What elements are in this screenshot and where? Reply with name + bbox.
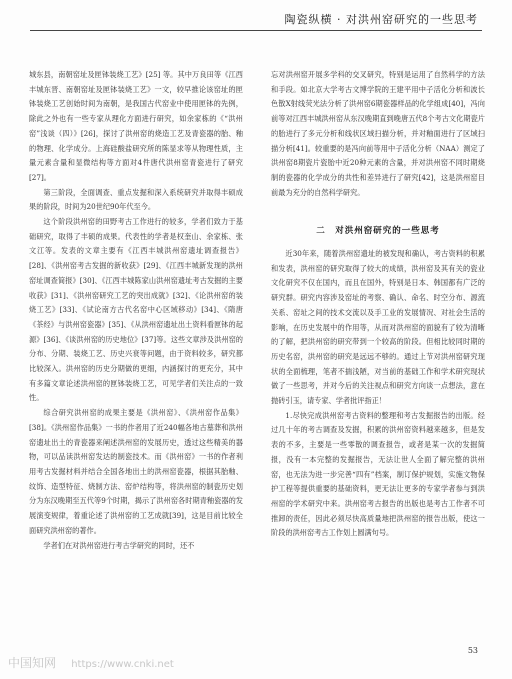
left-paragraph: 学者们在对洪州窑进行考古学研究的同时，还不 xyxy=(43,540,195,550)
left-paragraph: 综合研究洪州窑的成果主要是《洪州窑》、《洪州窑作品集》[38]。《洪州窑作品集》一书的作者用了近240幅各地古墓葬和洪州窑遗址出土的青瓷器来阐述洪州窑的发展历史，透过这些精美的器物，可以品读洪州窑发达的制瓷技术。而《洪州窑》一书的作者利用考古发掘材料并结合全国各地出土的洪州窑瓷器，根据其胎釉、纹饰、造型特征、烧制方法、窑炉结构等，将洪州窑的制瓷历史划分为东汉晚期至五代等9个时期，揭示了洪州窑各时期青釉瓷器的发展演变规律，着重论述了洪州窑的工艺成就[39]，这是目前比较全面研究洪州窑的著作。 xyxy=(29,408,243,535)
left-column xyxy=(29,68,243,553)
right-paragraph: 忘对洪州窑开展多学科的交叉研究，特别是运用了自然科学的方法和手段。如北京大学考古文博学院的王建平用中子活化分析和波长色散X射线荧光法分析了洪州窑6期瓷器样品的化学组成[40]，冯向前等对江西丰城洪州窑从东汉晚期直到晚唐五代8个考古文化期瓷片的胎进行了多元分析和线状区域扫描分析，并对釉面进行了区域扫描分析[41]。较重要的是冯向前等用中子活化分析（NAA）测定了洪州窑8期瓷片瓷胎中近20种元素的含量，并对洪州窑不同时期烧制的瓷器的化学成分的共性和差异进行了研究[42]，这是洪州窑目前最为充分的自然科学研究。 xyxy=(271,70,485,197)
watermark-site-name: 中国知网 xyxy=(8,656,57,670)
header-title: 陶瓷纵横 · 对洪州窑研究的一些思考 xyxy=(284,13,478,26)
left-paragraph: 城东县，南朝窑址及匣钵装烧工艺》[25] 等。其中万良田等《江西丰城东晋、南朝窑址及匣钵装烧工艺》一文，较早推论该窑址的匣钵装烧工艺创始时间为南朝，是我国古代窑业中使用匣钵的先例，除此之外也有一些专家从理化方面进行研究，如余家栋的《“洪州窑”浅谈（四）》[26]，探讨了洪州窑的烧造工艺及青瓷器的胎、釉的物理、化学成分。上海硅酸盐研究所的陈显求等从物理性质，主量元素含量和显微结构等方面对4件唐代洪州窑青瓷进行了研究[27]。 xyxy=(29,70,243,182)
section-heading: 二 对洪州窑研究的一些思考 xyxy=(316,226,440,237)
left-paragraph: 第三阶段，全面调查、重点发掘和深入系统研究并取得丰硕成果的阶段，时间为20世纪90年代至今。 xyxy=(29,187,243,212)
source-watermark xyxy=(8,654,174,671)
running-header xyxy=(30,10,482,31)
right-paragraph: 近30年来，随着洪州窑遗址的被发现和确认，考古资料的积累和发表，洪州窑的研究取得了较大的成绩，洪州窑及其有关的瓷业文化研究不仅在国内，而且在国外，特别是日本、韩国都有广泛的研究群。研究内容涉及窑址的考察、确认、命名、时空分布、源流关系、窑址之间的技术交流以及手工业的发展情况、对社会生活的影响，在历史发展中的作用等，从而对洪州窑的面貌有了较为清晰的了解，把洪州窑的研究带到一个较高的阶段。但相比较同时期的历史名窑，洪州窑的研究是远远不够的。通过上节对洪州窑研究现状的全面梳理，笔者不揣浅陋，对当前的基础工作和学术研究现状做了一些思考，并对今后的关注视点和研究方向谈一点想法，意在抛砖引玉，请专家、学者批评指正！ xyxy=(271,249,485,406)
right-column xyxy=(271,68,485,541)
right-paragraph: 1.尽快完成洪州窑考古资料的整理和考古发掘报告的出版。经过几十年的考古调查及发掘，积累的洪州窑资料越来越多，但是发表的不多，主要是一些零散的调查报告，或者是某一次的发掘简报，没有一本完整的发掘报告，无法让世人全面了解完整的洪州窑，也无法为进一步完善“四有”档案，制订保护规划，实施文物保护工程等提供重要的基础资料，更无法让更多的专家学者参与到洪州窑的学术研究中来。洪州窑考古报告的出版也是考古工作者不可推卸的责任，因此必须尽快高质量地把洪州窑的报告出版，使这一阶段的洪州窑考古工作划上圆满句号。 xyxy=(271,410,485,538)
page-number: 53 xyxy=(467,646,478,655)
watermark-url: https://www.cnki.net xyxy=(71,659,174,670)
left-paragraph: 这个阶段洪州窑的田野考古工作进行的较多，学者们致力于基础研究，取得了丰硕的成果。代表性的学者是权奎山、余家栋、张文江等。发表的文章主要有《江西丰城洪州窑遗址调查报告》[28]、《洪州窑考古发掘的新收获》[29]、《江西丰城新发现的洪州窑址调查简报》[30]、《江西丰城陈家山洪州窑遗址考古发掘的主要收获》[31]、《洪州窑研究工艺的突出成就》[32]、《论洪州窑的装烧工艺》[33]、《试论南方古代名窑中心区域移动》[34]、《隋唐《茶经》与洪州窑瓷器》[35]、《从洪州窑遗址出土资料看匣钵的起源》[36]、《谈洪州窑的历史地位》[37]等。这些文章涉及洪州窑的分布、分期、装烧工艺、历史兴衰等问题，由于资料较多，研究都比较深入。洪州窑的历史分期做的更细，内涵探讨的更充分，其中有多篇文章论述洪州窑的匣钵装烧工艺，可见学者们关注点的一致性。 xyxy=(29,217,243,403)
